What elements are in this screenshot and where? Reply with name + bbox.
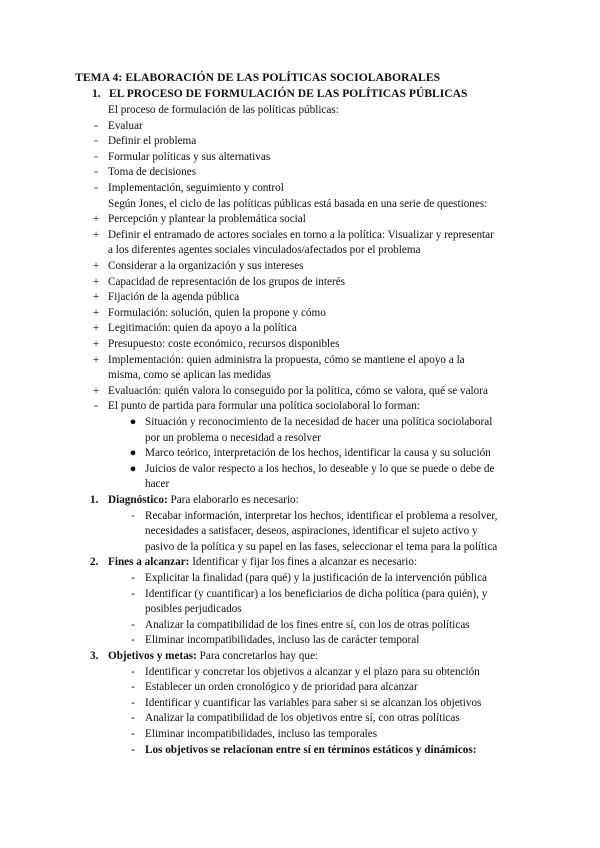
step-item: Explicitar la finalidad (para qué) y la justificación de la intervención pública [145, 572, 488, 584]
step-bold-item: Los objetivos se relacionan entre sí en términos estáticos y dinámicos: [145, 743, 477, 756]
bullet-item-continuation: hacer [145, 478, 170, 491]
plus-marker: + [92, 384, 100, 397]
dash-marker: - [131, 618, 135, 631]
step-heading-label: Fines a alcanzar: [108, 556, 190, 569]
step-item: Recabar información, interpretar los hechos, identificar el problema a resolver, [145, 509, 498, 522]
plus-marker: + [92, 353, 100, 366]
step-heading-text: Para concretarlos hay que: [196, 650, 319, 662]
list-item-continuation: a los diferentes agentes sociales vinculados/afectados por el problema [108, 244, 421, 257]
step-heading-text: Identificar y fijar los fines a alcanzar es necesario: [189, 556, 418, 569]
bullet-item: Juicios de valor respecto a los hechos, lo deseable y lo que se puede o debe de [145, 462, 495, 475]
section-number: 1. [92, 87, 101, 100]
list-item: Formulación: solución, quien la propone y cómo [108, 306, 326, 319]
dash-marker: - [94, 135, 98, 148]
dash-marker: - [131, 509, 135, 522]
step-heading [108, 555, 417, 571]
list-item: Formular políticas y sus alternativas [108, 150, 271, 163]
list-item: Legitimación: quien da apoyo a la política [108, 322, 297, 335]
dash-marker: - [131, 665, 135, 678]
step-number: 2. [90, 556, 99, 569]
plus-marker: + [92, 275, 100, 288]
intro-text: El proceso de formulación de las políticas públicas: [108, 104, 339, 116]
bullet-marker: ● [129, 447, 137, 460]
dash-marker: - [94, 400, 98, 413]
dash-marker: - [131, 681, 135, 694]
dash-marker: - [131, 728, 135, 740]
step-item: Identificar y cuantificar las variables para saber si se alcanzan los objetivos [145, 696, 482, 709]
step-heading-label: Diagnóstico: [108, 494, 168, 506]
bullet-item: Marco teórico, interpretación de los hechos, identificar la causa y su solución [145, 447, 491, 460]
list-item: Presupuesto: coste económico, recursos disponibles [108, 338, 340, 350]
step-heading-label: Objetivos y metas: [108, 650, 197, 662]
list-item: Definir el problema [108, 135, 197, 148]
bullet-item: Situación y reconocimiento de la necesidad de hacer una política sociolaboral [145, 416, 493, 428]
step-heading [108, 493, 299, 509]
step-number: 3. [90, 650, 99, 662]
dash-marker: - [94, 119, 98, 132]
page-title: TEMA 4: ELABORACIÓN DE LAS POLÍTICAS SOCIOLABORALES [75, 71, 441, 84]
list-item: Evaluación: quién valora lo conseguido por la política, cómo se valora, qué se valora [108, 384, 488, 397]
plus-marker: + [92, 322, 100, 335]
bullet-marker: ● [129, 462, 137, 475]
starting-point-text: El punto de partida para formular una política sociolaboral lo forman: [108, 400, 420, 413]
list-item: Considerar a la organización y sus intereses [108, 260, 304, 272]
step-item: Eliminar incompatibilidades, incluso las de carácter temporal [145, 634, 420, 647]
section-heading [92, 86, 468, 102]
step-item: Identificar (y cuantificar) a los beneficiarios de dicha política (para quién), y [145, 587, 488, 600]
list-item: Toma de decisiones [108, 166, 197, 179]
step-item-continuation: pasivo de la política y su papel en las fases, seleccionar el tema para la política [145, 540, 498, 553]
dash-marker: - [94, 166, 98, 179]
list-item: Fijación de la agenda pública [108, 291, 240, 304]
list-item-continuation: misma, como se aplican las medidas [108, 369, 271, 382]
plus-marker: + [92, 306, 100, 319]
step-item: Eliminar incompatibilidades, incluso las temporales [145, 728, 378, 740]
list-item: Evaluar [108, 119, 143, 132]
list-item: Capacidad de representación de los grupos de interés [108, 275, 346, 288]
dash-marker: - [131, 696, 135, 709]
step-heading [108, 649, 318, 665]
dash-marker: - [131, 712, 135, 725]
step-item: Establecer un orden cronológico y de prioridad para alcanzar [145, 681, 418, 694]
step-item-continuation: necesidades a satisfacer, deseos, aspiraciones, identificar el sujeto activo y [145, 525, 478, 538]
step-heading-text: Para elaborarlo es necesario: [167, 494, 299, 506]
dash-marker: - [131, 634, 135, 647]
step-item: Analizar la compatibilidad de los fines entre sí, con los de otras políticas [145, 618, 470, 631]
step-item-continuation: posibles perjudicados [145, 603, 242, 616]
dash-marker: - [94, 182, 98, 194]
plus-marker: + [92, 228, 100, 241]
step-item: Analizar la compatibilidad de los objetivos entre sí, con otras políticas [145, 712, 460, 725]
dash-marker: - [131, 743, 135, 756]
plus-marker: + [92, 338, 100, 350]
plus-marker: + [92, 291, 100, 304]
list-item: Implementación: quien administra la propuesta, cómo se mantiene el apoyo a la [108, 353, 465, 366]
list-item: Percepción y plantear la problemática social [108, 213, 306, 226]
list-item: Implementación, seguimiento y control [108, 182, 284, 194]
dash-marker: - [94, 150, 98, 163]
plus-marker: + [92, 213, 100, 226]
bullet-item-continuation: por un problema o necesidad a resolver [145, 431, 321, 444]
dash-marker: - [131, 587, 135, 600]
step-item: Identificar y concretar los objetivos a alcanzar y el plazo para su obtención [145, 665, 480, 678]
plus-marker: + [92, 260, 100, 272]
dash-marker: - [131, 572, 135, 584]
step-number: 1. [90, 494, 99, 506]
section-label: EL PROCESO DE FORMULACIÓN DE LAS POLÍTICAS PÚBLICAS [109, 87, 468, 100]
jones-intro: Según Jones, el ciclo de las políticas públicas está basada en una serie de questiones: [108, 197, 488, 210]
list-item: Definir el entramado de actores sociales en torno a la política: Visualizar y representar [108, 228, 494, 241]
bullet-marker: ● [129, 416, 137, 428]
